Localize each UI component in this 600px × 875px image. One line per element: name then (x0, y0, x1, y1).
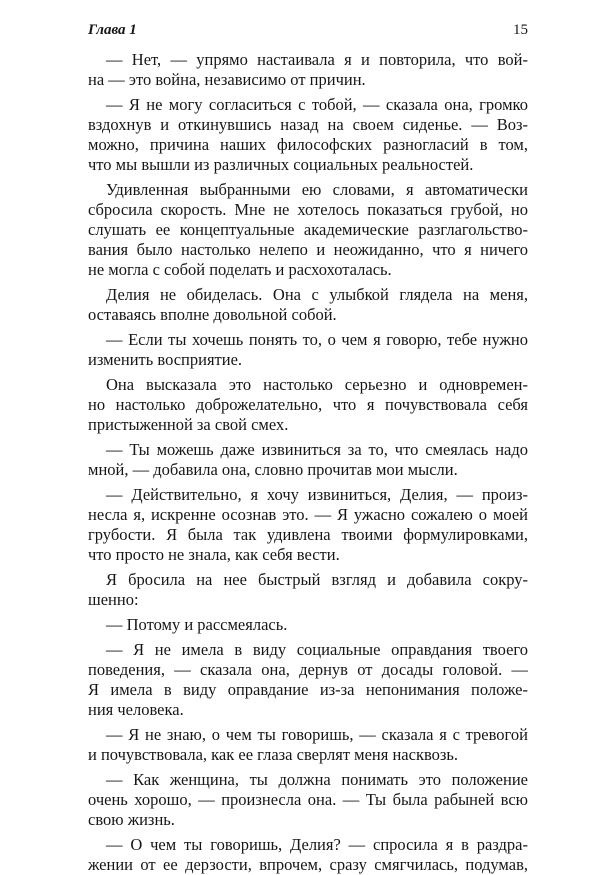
text-line: сбросила скорость. Мне не хотелось показаться грубой, но (88, 200, 528, 219)
text-line: — Я не имела в виду социальные оправдания твоего (106, 640, 528, 659)
text-line: поведения, — сказала она, дернув от досады головой. — (88, 660, 528, 679)
text-line: что просто не знала, как себя вести. (88, 545, 340, 564)
text-line: мной, — добавила она, словно прочитав мои мысли. (88, 460, 458, 479)
text-line: оставаясь вполне довольной собой. (88, 305, 337, 324)
text-line: не могла с собой поделать и расхохоталась. (88, 260, 392, 279)
text-line: Удивленная выбранными ею словами, я автоматически (106, 180, 528, 199)
text-line: Я имела в виду оправдание из-за непонимания положе- (88, 680, 528, 699)
text-line: и почувствовала, как ее глаза сверлят меня насквозь. (88, 745, 459, 764)
text-line: — Если ты хочешь понять то, о чем я говорю, тебе нужно (106, 330, 528, 349)
text-line: — Нет, — упрямо настаивала я и повторила, что вой- (106, 50, 528, 69)
text-line: свою жизнь. (88, 810, 175, 829)
text-line: Она высказала это настолько серьезно и одновремен- (106, 375, 528, 394)
text-line: грубости. Я была так удивлена твоими формулировками, (88, 525, 528, 544)
text-line: Делия не обиделась. Она с улыбкой глядела на меня, (106, 285, 528, 304)
text-line: несла я, искренне осознав это. — Я ужасно сожалею о моей (88, 505, 528, 524)
text-line: — Действительно, я хочу извиниться, Делия, — произ- (106, 485, 528, 504)
text-line: — Ты можешь даже извиниться за то, что смеялась надо (106, 440, 528, 459)
text-line: ния человека. (88, 700, 184, 719)
text-line: пристыженной за свой смех. (88, 415, 289, 434)
text-line: — Я не могу согласиться с тобой, — сказала она, громко (106, 95, 528, 114)
text-line: жении от ее дерзости, впрочем, сразу смягчилась, подумав, (88, 855, 528, 874)
text-line: можно, причина наших философских разногласий в том, (88, 135, 528, 154)
text-line: изменить восприятие. (88, 350, 243, 369)
text-line: — Потому и рассмеялась. (106, 615, 288, 634)
body-text (88, 50, 528, 874)
text-line: слушать ее концептуальные академические разглагольство- (88, 220, 528, 239)
text-line: что мы вышли из различных социальных реальностей. (88, 155, 474, 174)
text-line: — О чем ты говоришь, Делия? — спросила я в раздра- (106, 835, 528, 854)
text-line: на — это война, независимо от причин. (88, 70, 366, 89)
text-line: вания было настолько нелепо и неожиданно, что я ничего (88, 240, 528, 259)
text-line: шенно: (88, 590, 139, 609)
text-line: но настолько доброжелательно, что я почувствовала себя (88, 395, 528, 414)
text-line: — Как женщина, ты должна понимать это положение (106, 770, 528, 789)
chapter-title: Глава 1 (88, 22, 137, 38)
text-line: Я бросила на нее быстрый взгляд и добавила сокру- (106, 570, 528, 589)
text-line: вздохнув и откинувшись назад на своем сиденье. — Воз- (88, 115, 528, 134)
text-line: — Я не знаю, о чем ты говоришь, — сказала я с тревогой (106, 725, 528, 744)
page-number: 15 (513, 22, 528, 38)
text-line: очень хорошо, — произнесла она. — Ты была рабыней всю (88, 790, 528, 809)
running-head (88, 22, 528, 44)
